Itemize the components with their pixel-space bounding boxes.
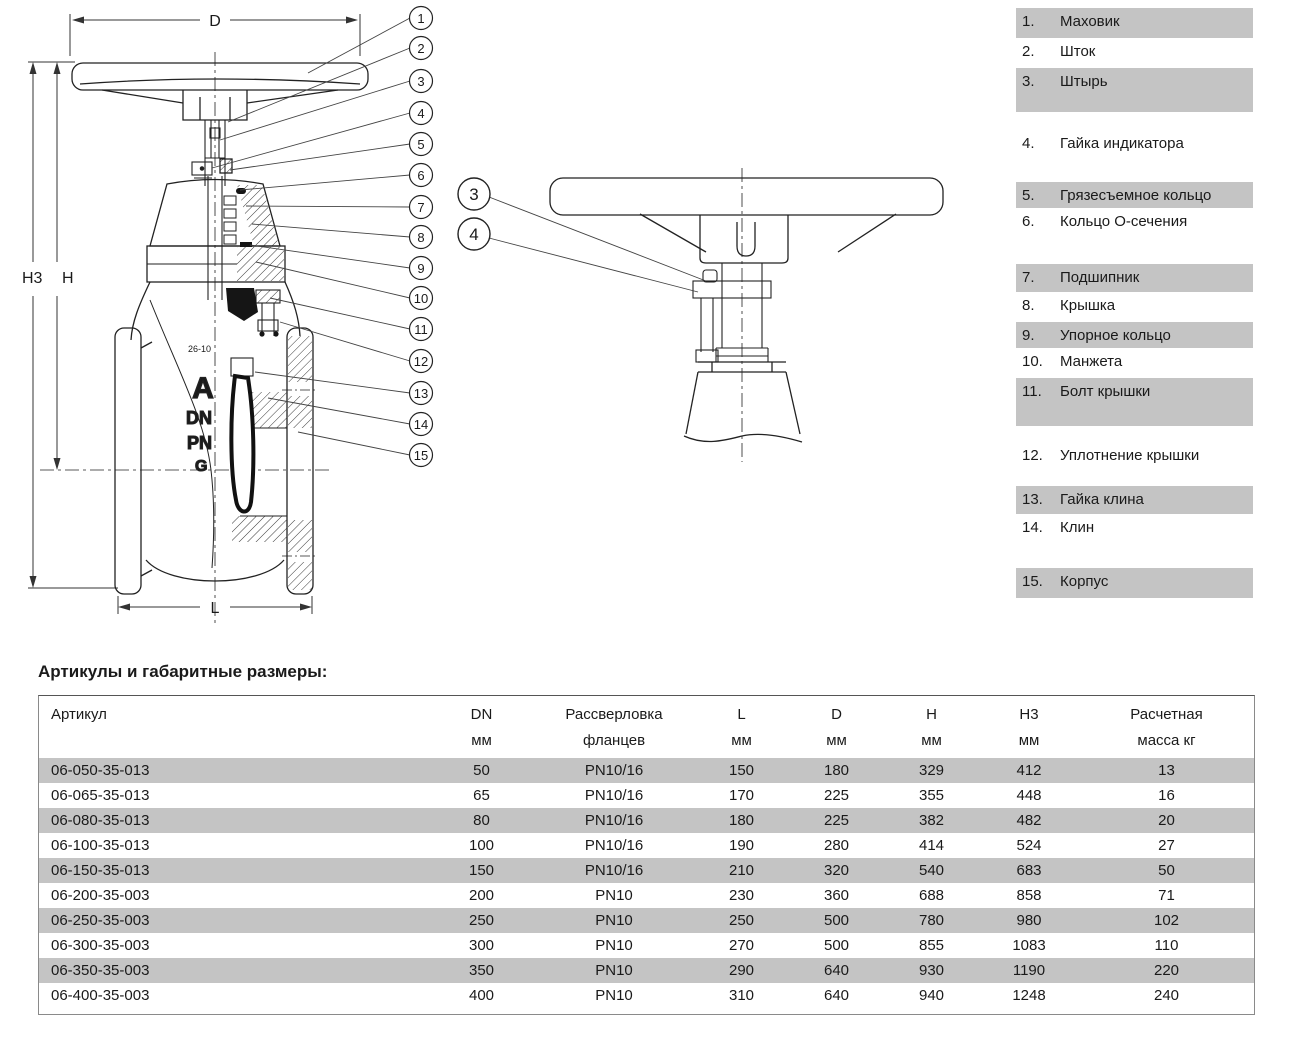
value-cell: 640	[823, 987, 850, 1004]
value-cell: 320	[823, 862, 850, 879]
callout-7	[410, 196, 433, 219]
svg-text:3: 3	[417, 74, 425, 89]
callout-2	[410, 37, 433, 60]
value-cell: 150	[728, 762, 755, 779]
callout-15	[410, 444, 433, 467]
table-row	[39, 908, 1254, 933]
legend-item-number: 11.	[1022, 383, 1042, 400]
svg-text:13: 13	[413, 386, 429, 401]
handwheel	[72, 63, 368, 120]
legend-item-number: 1.	[1022, 13, 1035, 30]
leader-lines-side	[489, 197, 706, 292]
legend-item-number: 9.	[1022, 327, 1035, 344]
legend-item-number: 12.	[1022, 447, 1043, 464]
legend-item-number: 5.	[1022, 187, 1035, 204]
column-header: Расчетная масса кг	[1130, 706, 1203, 749]
value-cell: 16	[1158, 787, 1175, 804]
table-row	[39, 758, 1254, 783]
value-cell: PN10	[595, 912, 633, 929]
value-cell: 65	[473, 787, 490, 804]
legend-item-label: Шток	[1060, 43, 1096, 60]
thrust-ring	[240, 242, 252, 247]
legend-item-number: 6.	[1022, 213, 1035, 230]
value-cell: 414	[918, 837, 945, 854]
legend-item-label: Кольцо О-сечения	[1060, 213, 1188, 230]
value-cell: 1083	[1012, 937, 1046, 954]
article-cell: 06-065-35-013	[51, 787, 150, 804]
article-cell: 06-150-35-013	[51, 862, 150, 879]
valve-body	[115, 282, 318, 594]
column-header: H3 мм	[1018, 706, 1040, 749]
casting-code: 26-10	[188, 344, 212, 354]
callout-1	[410, 7, 433, 30]
indicator-nut	[192, 162, 212, 178]
legend-item	[1016, 322, 1253, 348]
legend-item-number: 8.	[1022, 297, 1035, 314]
table-row	[39, 958, 1254, 983]
legend-item-number: 13.	[1022, 491, 1043, 508]
svg-text:11: 11	[414, 322, 428, 337]
svg-text:8: 8	[417, 230, 425, 245]
legend-item	[1016, 8, 1253, 38]
legend-item-label: Корпус	[1060, 573, 1109, 590]
legend-item	[1016, 68, 1253, 112]
svg-text:3: 3	[469, 185, 479, 204]
legend-item-label: Подшипник	[1060, 269, 1140, 286]
legend-item	[1016, 568, 1253, 598]
dn-marking: DN	[186, 408, 212, 428]
legend-item-label: Грязесъемное кольцо	[1060, 187, 1212, 204]
callout-14	[410, 413, 433, 436]
value-cell: 190	[728, 837, 755, 854]
value-cell: 200	[468, 887, 495, 904]
callout-5	[410, 133, 433, 156]
bonnet-side	[684, 362, 802, 442]
table-header	[39, 696, 1254, 758]
dimension-H3	[28, 62, 118, 588]
table-row	[39, 808, 1254, 833]
indicator-bracket	[693, 281, 771, 298]
pn-marking: PN	[187, 433, 213, 453]
dim-label-H: H	[62, 270, 74, 287]
value-cell: 50	[1158, 862, 1175, 879]
value-cell: PN10	[595, 887, 633, 904]
value-cell: 210	[728, 862, 755, 879]
column-header: H мм	[921, 706, 942, 749]
legend-item	[1016, 514, 1253, 544]
value-cell: 400	[468, 987, 495, 1004]
article-cell: 06-350-35-003	[51, 962, 150, 979]
legend-item-number: 3.	[1022, 73, 1035, 90]
dim-label-D: D	[209, 13, 221, 30]
value-cell: 250	[468, 912, 495, 929]
value-cell: 540	[918, 862, 945, 879]
value-cell: PN10/16	[584, 812, 644, 829]
column-header: L мм	[731, 706, 752, 749]
value-cell: PN10	[595, 987, 633, 1004]
column-header: DN мм	[470, 706, 493, 749]
value-cell: 355	[918, 787, 945, 804]
callout-12	[410, 350, 433, 373]
legend-item	[1016, 486, 1253, 514]
value-cell: 71	[1158, 887, 1175, 904]
value-cell: 230	[728, 887, 755, 904]
dim-label-H3: H3	[22, 270, 43, 287]
dimensions-section	[38, 662, 1255, 1015]
dimensions-table	[38, 695, 1255, 1015]
legend-item	[1016, 264, 1253, 292]
valve-technical-drawing	[0, 0, 1010, 648]
article-cell: 06-050-35-013	[51, 762, 150, 779]
brand-logo: A	[192, 372, 214, 405]
legend-item	[1016, 292, 1253, 322]
value-cell: 100	[468, 837, 495, 854]
callout-circles-side	[458, 178, 490, 250]
svg-text:9: 9	[417, 261, 425, 276]
legend-item-label: Клин	[1060, 519, 1095, 536]
value-cell: 524	[1016, 837, 1042, 854]
break-line	[684, 434, 802, 442]
value-cell: 855	[918, 937, 945, 954]
value-cell: 290	[728, 962, 755, 979]
cover-bolt	[256, 290, 280, 337]
dim-label-L: L	[210, 600, 220, 617]
svg-text:6: 6	[417, 168, 425, 183]
legend-item-number: 4.	[1022, 135, 1035, 152]
legend-item-label: Гайка клина	[1060, 491, 1144, 508]
value-cell: 1190	[1012, 962, 1046, 979]
value-cell: 150	[468, 862, 495, 879]
table-row	[39, 783, 1254, 808]
legend-item	[1016, 348, 1253, 378]
value-cell: 270	[728, 937, 755, 954]
legend-item-number: 7.	[1022, 269, 1035, 286]
legend-item	[1016, 378, 1253, 426]
value-cell: 930	[918, 962, 945, 979]
value-cell: 27	[1158, 837, 1175, 854]
value-cell: 280	[823, 837, 850, 854]
value-cell: 102	[1153, 912, 1180, 929]
svg-text:2: 2	[417, 41, 425, 56]
svg-text:15: 15	[413, 448, 429, 463]
column-header: Артикул	[51, 706, 107, 723]
left-flange	[115, 328, 141, 594]
callout-8	[410, 226, 433, 249]
valve-section-view	[22, 13, 410, 625]
value-cell: 329	[918, 762, 945, 779]
legend-item-label: Болт крышки	[1060, 383, 1151, 400]
callout-13	[410, 382, 433, 405]
value-cell: 640	[823, 962, 850, 979]
value-cell: 50	[473, 762, 490, 779]
table-row	[39, 883, 1254, 908]
wiper-ring	[220, 159, 232, 173]
value-cell: 20	[1158, 812, 1175, 829]
value-cell: 350	[468, 962, 495, 979]
callout-4	[410, 102, 433, 125]
callout-6	[410, 164, 433, 187]
value-cell: 310	[728, 987, 755, 1004]
value-cell: 482	[1016, 812, 1042, 829]
legend-item-number: 10.	[1022, 353, 1043, 370]
legend-item	[1016, 208, 1253, 238]
legend-item-label: Упорное кольцо	[1060, 327, 1171, 344]
body-markings	[186, 344, 214, 475]
table-body	[39, 758, 1254, 1014]
legend-item-label: Маховик	[1060, 13, 1120, 30]
value-cell: 688	[918, 887, 945, 904]
legend-item	[1016, 38, 1253, 68]
value-cell: PN10/16	[584, 762, 644, 779]
svg-text:1: 1	[417, 11, 425, 26]
callout-3	[410, 70, 433, 93]
value-cell: 1248	[1012, 987, 1046, 1004]
table-row	[39, 833, 1254, 858]
legend-item-number: 15.	[1022, 573, 1043, 590]
value-cell: 412	[1016, 762, 1042, 779]
column-header: Рассверловка фланцев	[565, 706, 663, 749]
svg-text:4: 4	[469, 225, 479, 244]
cover-collar	[147, 242, 285, 282]
svg-text:4: 4	[417, 106, 425, 121]
callout-9	[410, 257, 433, 280]
value-cell: PN10/16	[584, 837, 644, 854]
value-cell: 500	[823, 912, 850, 929]
value-cell: 225	[823, 787, 850, 804]
handwheel-side	[550, 178, 943, 263]
svg-text:10: 10	[413, 291, 429, 306]
legend-item-label: Штырь	[1060, 73, 1108, 90]
svg-text:7: 7	[417, 200, 425, 215]
value-cell: 80	[473, 812, 490, 829]
value-cell: 683	[1016, 862, 1042, 879]
legend-item-label: Гайка индикатора	[1060, 135, 1184, 152]
valve-side-view	[489, 168, 943, 462]
value-cell: 300	[468, 937, 495, 954]
cuff-seal	[226, 288, 258, 321]
callout-10	[410, 287, 433, 310]
value-cell: PN10	[595, 937, 633, 954]
value-cell: 170	[728, 787, 755, 804]
legend-item-label: Манжета	[1060, 353, 1123, 370]
value-cell: PN10	[595, 962, 633, 979]
parts-legend	[1016, 8, 1253, 598]
value-cell: 110	[1154, 937, 1179, 954]
value-cell: 980	[1016, 912, 1042, 929]
table-row	[39, 933, 1254, 958]
callout-side-3	[458, 178, 490, 210]
table-row	[39, 983, 1254, 1008]
value-cell: 240	[1153, 987, 1180, 1004]
svg-text:12: 12	[413, 354, 429, 369]
legend-item-number: 2.	[1022, 43, 1035, 60]
column-header: D мм	[826, 706, 847, 749]
legend-item	[1016, 442, 1253, 472]
value-cell: 225	[823, 812, 850, 829]
table-row	[39, 858, 1254, 883]
article-cell: 06-100-35-013	[51, 837, 150, 854]
value-cell: 858	[1016, 887, 1042, 904]
article-cell: 06-250-35-003	[51, 912, 150, 929]
legend-item-label: Крышка	[1060, 297, 1116, 314]
wedge	[231, 358, 253, 512]
o-ring	[236, 188, 246, 194]
value-cell: 220	[1153, 962, 1180, 979]
g-marking: G	[195, 458, 208, 475]
legend-item-label: Уплотнение крышки	[1060, 447, 1200, 464]
value-cell: 940	[918, 987, 945, 1004]
table-title: Артикулы и габаритные размеры:	[38, 662, 328, 681]
value-cell: 360	[823, 887, 850, 904]
value-cell: PN10/16	[584, 787, 644, 804]
svg-text:14: 14	[413, 417, 429, 432]
legend-item	[1016, 130, 1253, 160]
dimension-H	[28, 62, 75, 470]
value-cell: 250	[728, 912, 755, 929]
article-cell: 06-200-35-003	[51, 887, 150, 904]
callout-circles	[410, 7, 433, 467]
value-cell: PN10/16	[584, 862, 644, 879]
article-cell: 06-400-35-003	[51, 987, 150, 1004]
value-cell: 180	[728, 812, 755, 829]
legend-item	[1016, 182, 1253, 208]
value-cell: 448	[1016, 787, 1042, 804]
callout-side-4	[458, 218, 490, 250]
article-cell: 06-080-35-013	[51, 812, 150, 829]
callout-11	[410, 318, 433, 341]
value-cell: 500	[823, 937, 850, 954]
value-cell: 13	[1158, 762, 1175, 779]
article-cell: 06-300-35-003	[51, 937, 150, 954]
value-cell: 780	[918, 912, 945, 929]
value-cell: 180	[823, 762, 850, 779]
svg-text:5: 5	[417, 137, 425, 152]
value-cell: 382	[918, 812, 945, 829]
legend-item-number: 14.	[1022, 519, 1043, 536]
